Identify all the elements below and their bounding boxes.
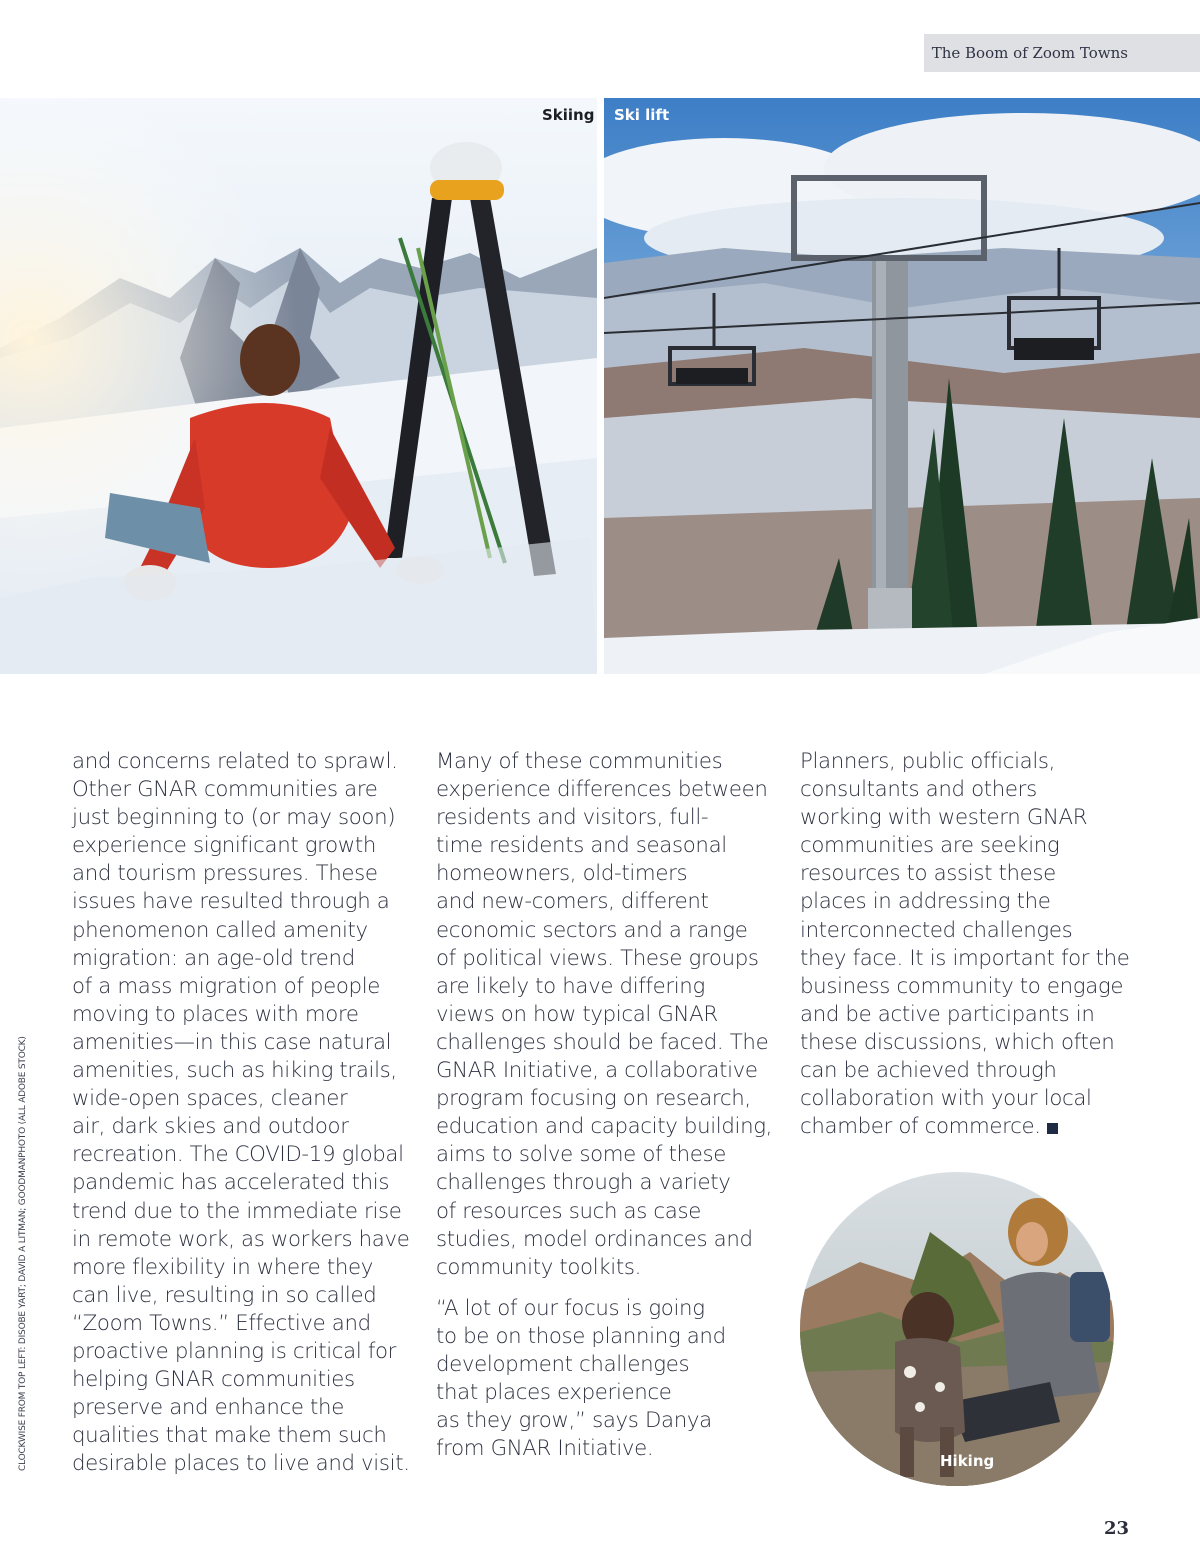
text-line: interconnected challenges xyxy=(800,917,1073,943)
section-title: The Boom of Zoom Towns xyxy=(931,44,1128,62)
text-line: education and capacity building, xyxy=(436,1114,773,1140)
text-line: communities are seeking xyxy=(800,833,1060,859)
text-line: moving to places with more xyxy=(72,1001,359,1027)
text-line: chamber of commerce. xyxy=(800,1113,1130,1141)
text-line: Planners, public officials, xyxy=(800,749,1056,774)
skiing-caption: Skiing xyxy=(542,106,595,124)
text-line: these discussions, which often xyxy=(800,1029,1115,1055)
text-line: places in addressing the xyxy=(800,889,1051,915)
text-line: air, dark skies and outdoor xyxy=(72,1114,349,1140)
column-1-paragraph xyxy=(72,748,410,1478)
text-line: issues have resulted through a xyxy=(72,889,390,915)
text-line: experience significant growth xyxy=(72,833,377,859)
text-line: challenges should be faced. The xyxy=(436,1029,769,1055)
section-header-tab xyxy=(924,34,1200,72)
text-line: just beginning to (or may soon) xyxy=(72,805,396,831)
text-line: preserve and enhance the xyxy=(72,1395,344,1421)
text-line: Many of these communities xyxy=(436,749,723,774)
text-line: that places experience xyxy=(436,1380,672,1406)
skiing-photo xyxy=(0,98,597,674)
text-line: experience differences between xyxy=(436,777,768,803)
text-line: economic sectors and a range xyxy=(436,917,748,943)
text-line: can be achieved through xyxy=(800,1058,1057,1084)
hiking-caption: Hiking xyxy=(940,1452,995,1470)
column-3-paragraph xyxy=(800,748,1130,1141)
text-line: challenges through a variety xyxy=(436,1170,731,1196)
text-line: from GNAR Initiative. xyxy=(436,1436,654,1462)
text-line: they face. It is important for the xyxy=(800,945,1130,971)
text-line: time residents and seasonal xyxy=(436,833,727,859)
text-line: amenities, such as hiking trails, xyxy=(72,1058,397,1084)
hiking-photo xyxy=(800,1172,1114,1486)
text-line: consultants and others xyxy=(800,777,1037,803)
text-line: to be on those planning and xyxy=(436,1323,726,1349)
text-line: collaboration with your local xyxy=(800,1086,1092,1112)
text-line: in remote work, as workers have xyxy=(72,1226,410,1252)
text-line: resources to assist these xyxy=(800,861,1056,887)
text-line: homeowners, old-timers xyxy=(436,861,688,887)
article-column-3 xyxy=(800,748,1130,1141)
article-column-1 xyxy=(72,748,410,1478)
text-line: and tourism pressures. These xyxy=(72,861,378,887)
text-line: studies, model ordinances and xyxy=(436,1226,753,1252)
text-line: amenities—in this case natural xyxy=(72,1029,392,1055)
text-line: proactive planning is critical for xyxy=(72,1338,397,1364)
text-line: trend due to the immediate rise xyxy=(72,1198,402,1224)
text-line: migration: an age-old trend xyxy=(72,945,355,971)
text-line: working with western GNAR xyxy=(800,805,1088,831)
text-line: of resources such as case xyxy=(436,1198,701,1224)
column-2-paragraph-2 xyxy=(436,1295,772,1464)
text-line: desirable places to live and visit. xyxy=(72,1451,410,1477)
article-column-2 xyxy=(436,748,772,1463)
text-line: and be active participants in xyxy=(800,1001,1095,1027)
text-line: business community to engage xyxy=(800,973,1124,999)
page-number: 23 xyxy=(1104,1518,1130,1539)
text-line: GNAR Initiative, a collaborative xyxy=(436,1058,758,1084)
text-line: and new-comers, different xyxy=(436,889,709,915)
text-line: of a mass migration of people xyxy=(72,973,381,999)
ski-lift-caption: Ski lift xyxy=(614,106,670,124)
text-line: wide-open spaces, cleaner xyxy=(72,1086,348,1112)
text-line: community toolkits. xyxy=(436,1254,642,1280)
end-mark-icon xyxy=(1047,1123,1058,1134)
text-line: of political views. These groups xyxy=(436,945,759,971)
text-line: phenomenon called amenity xyxy=(72,917,368,943)
text-line: aims to solve some of these xyxy=(436,1142,726,1168)
text-line: pandemic has accelerated this xyxy=(72,1170,390,1196)
text-line: are likely to have differing xyxy=(436,973,705,999)
text-line: and concerns related to sprawl. xyxy=(72,749,398,774)
text-line: qualities that make them such xyxy=(72,1423,387,1449)
text-line: residents and visitors, full- xyxy=(436,805,709,831)
text-line: program focusing on research, xyxy=(436,1086,751,1112)
text-line: recreation. The COVID-19 global xyxy=(72,1142,404,1168)
text-line: development challenges xyxy=(436,1351,690,1377)
text-line: “A lot of our focus is going xyxy=(436,1295,705,1321)
text-line: Other GNAR communities are xyxy=(72,777,378,803)
text-line: “Zoom Towns.” Effective and xyxy=(72,1310,371,1336)
text-line: helping GNAR communities xyxy=(72,1367,355,1393)
text-line: views on how typical GNAR xyxy=(436,1001,718,1027)
photo-credit: CLOCKWISE FROM TOP LEFT: DISOBE YART; DAVID A LITMAN; GOODMANPHOTO (ALL ADOBE STOCK) xyxy=(18,1036,28,1471)
ski-lift-photo xyxy=(604,98,1200,674)
text-line: more flexibility in where they xyxy=(72,1254,374,1280)
text-line: as they grow,” says Danya xyxy=(436,1408,712,1434)
text-line: can live, resulting in so called xyxy=(72,1282,377,1308)
column-2-paragraph-1 xyxy=(436,748,772,1282)
